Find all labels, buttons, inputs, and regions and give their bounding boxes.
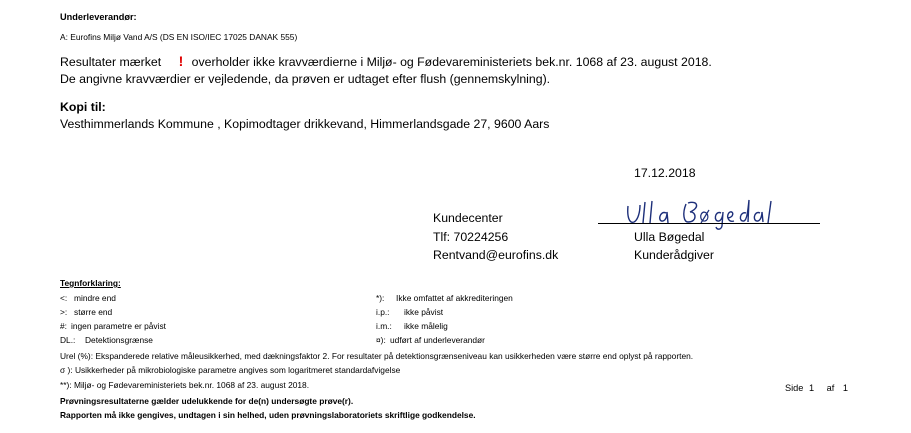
legend-symbol: i.p.: — [376, 307, 390, 317]
legend-text: Ikke omfattet af akkrediteringen — [396, 293, 513, 303]
exclamation-marker-icon: ! — [178, 53, 184, 69]
note-urel: Urel (%): Ekspanderede relative måleusikkerhed, med dækningsfaktor 2. For resultater på detektionsgrænseniveau kan usikkerheden være større end oplyst på rapporten. — [60, 351, 694, 361]
legend-text: større end — [74, 307, 113, 317]
legend-heading: Tegnforklaring: — [60, 278, 121, 288]
contact-phone: Tlf: 70224256 — [433, 230, 509, 244]
page-label: Side — [785, 383, 804, 393]
signature-line — [598, 223, 820, 224]
page-current: 1 — [808, 383, 815, 393]
legend-left-item — [60, 335, 153, 345]
legend-text: udført af underleverandør — [390, 335, 485, 345]
results-line-1 — [60, 53, 712, 69]
copy-heading: Kopi til: — [60, 100, 106, 114]
report-date: 17.12.2018 — [634, 166, 696, 180]
legend-symbol: *): — [376, 293, 385, 303]
contact-email: Rentvand@eurofins.dk — [433, 248, 559, 262]
legend-text: mindre end — [74, 293, 116, 303]
page-of-label: af — [826, 383, 835, 393]
legend-right-item — [376, 307, 443, 317]
legend-symbol: DL.: — [60, 335, 76, 345]
page-total: 1 — [842, 383, 848, 393]
legend-text: ikke påvist — [404, 307, 444, 317]
footer-line-1: Prøvningsresultaterne gælder udelukkende for de(n) undersøgte prøve(r). — [60, 396, 354, 406]
legend-right-item — [376, 321, 448, 331]
legend-left-item — [60, 307, 112, 317]
subcontractor-heading: Underleverandør: — [60, 12, 137, 22]
footer-line-2: Rapporten må ikke gengives, undtagen i sin helhed, uden prøvningslaboratoriets skriftlige godkendelse. — [60, 410, 476, 420]
page-number — [785, 383, 848, 393]
results-line-1-post: overholder ikke kravværdierne i Miljø- og Fødevareministeriets bek.nr. 1068 af 23. august 2018. — [191, 55, 712, 69]
signatory-name: Ulla Bøgedal — [634, 230, 705, 244]
subcontractor-line: A: Eurofins Miljø Vand A/S (DS EN ISO/IEC 17025 DANAK 555) — [60, 32, 298, 42]
legend-right-item — [376, 293, 513, 303]
note-starstar: **): Miljø- og Fødevareministeriets bek.nr. 1068 af 23. august 2018. — [60, 380, 310, 390]
legend-symbol: <: — [60, 293, 68, 303]
legend-symbol: #: — [60, 321, 67, 331]
legend-text: Detektionsgrænse — [85, 335, 153, 345]
legend-symbol: >: — [60, 307, 68, 317]
legend-symbol: i.m.: — [376, 321, 392, 331]
legend-left-item — [60, 293, 116, 303]
note-sigma: σ ): Usikkerheder på mikrobiologiske parametre angives som logaritmeret standardafvigelse — [60, 365, 401, 375]
copy-recipients: Vesthimmerlands Kommune , Kopimodtager drikkevand, Himmerlandsgade 27, 9600 Aars — [60, 117, 550, 131]
results-line-2: De angivne kravværdier er vejledende, da prøven er udtaget efter flush (gennemskylning). — [60, 72, 551, 86]
signatory-title: Kunderådgiver — [634, 248, 714, 262]
legend-symbol: ¤): — [376, 335, 386, 345]
results-line-1-pre: Resultater mærket — [60, 55, 162, 69]
legend-left-item — [60, 321, 166, 331]
legend-text: ingen parametre er påvist — [71, 321, 166, 331]
signature-image — [622, 196, 822, 232]
legend-right-item — [376, 335, 485, 345]
legend-text: ikke målelig — [404, 321, 448, 331]
contact-name: Kundecenter — [433, 211, 503, 225]
